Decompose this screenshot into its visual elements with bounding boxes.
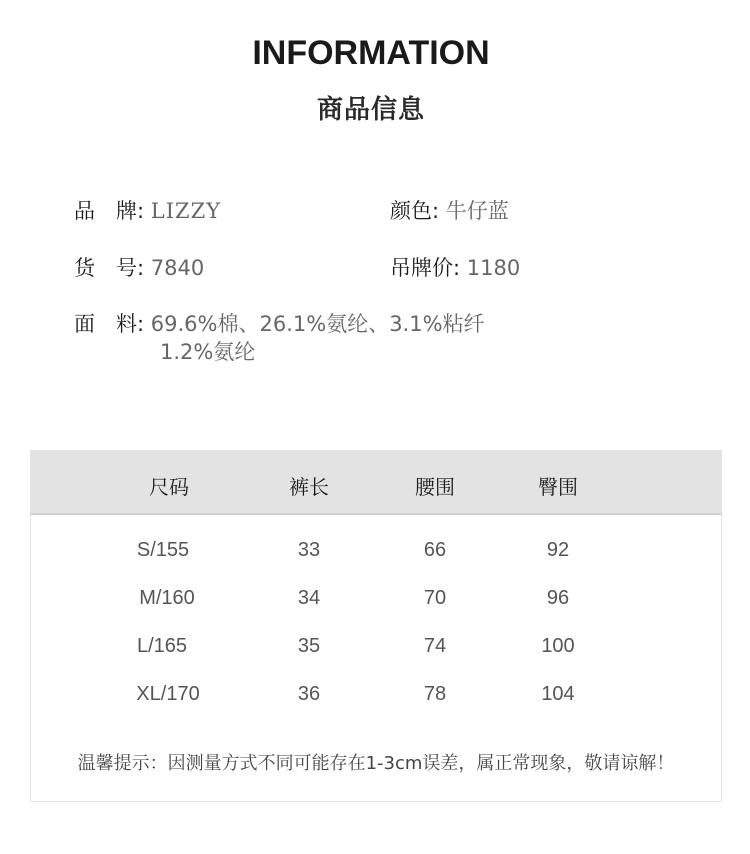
size-table-header — [31, 451, 721, 515]
title-chinese: 商品信息 — [316, 95, 425, 125]
cell-waist: 74 — [423, 635, 447, 657]
header-hip: 臀围 — [538, 475, 578, 499]
cell-hip: 100 — [541, 635, 575, 657]
cell-hip: 92 — [546, 539, 570, 561]
cell-length: 36 — [297, 683, 321, 705]
cell-length: 35 — [297, 635, 321, 657]
cell-hip: 104 — [541, 683, 575, 705]
cell-length: 34 — [297, 587, 321, 609]
title-english: INFORMATION — [252, 34, 490, 72]
header-size: 尺码 — [149, 475, 189, 499]
header-length: 裤长 — [289, 475, 329, 499]
cell-size: L/165 — [136, 635, 188, 657]
brand-row — [74, 197, 221, 225]
fabric-label: 面 料: — [74, 312, 145, 336]
price-value: 1180 — [466, 256, 521, 280]
measurement-tip: 温馨提示：因测量方式不同可能存在1-3cm误差，属正常现象，敬请谅解！ — [77, 753, 675, 774]
header-waist: 腰围 — [415, 475, 455, 499]
item-no-value: 7840 — [150, 256, 205, 280]
fabric-value-line2: 1.2%氨纶 — [160, 340, 256, 364]
item-no-row — [74, 254, 204, 282]
color-row — [390, 197, 509, 225]
size-table — [30, 450, 722, 802]
brand-label: 品 牌: — [74, 199, 145, 223]
cell-length: 33 — [297, 539, 321, 561]
color-label: 颜色: — [390, 199, 440, 223]
brand-value: LIZZY — [150, 199, 222, 223]
cell-waist: 78 — [423, 683, 447, 705]
fabric-value-line1: 69.6%棉、26.1%氨纶、3.1%粘纤 — [150, 312, 485, 336]
fabric-row — [74, 310, 485, 364]
cell-waist: 70 — [423, 587, 447, 609]
cell-hip: 96 — [546, 587, 570, 609]
cell-size: XL/170 — [136, 683, 200, 705]
price-label: 吊牌价: — [390, 256, 461, 280]
cell-waist: 66 — [423, 539, 447, 561]
color-value: 牛仔蓝 — [445, 199, 509, 223]
cell-size: S/155 — [136, 539, 190, 561]
price-row — [390, 254, 520, 282]
item-no-label: 货 号: — [74, 256, 145, 280]
cell-size: M/160 — [139, 587, 195, 609]
